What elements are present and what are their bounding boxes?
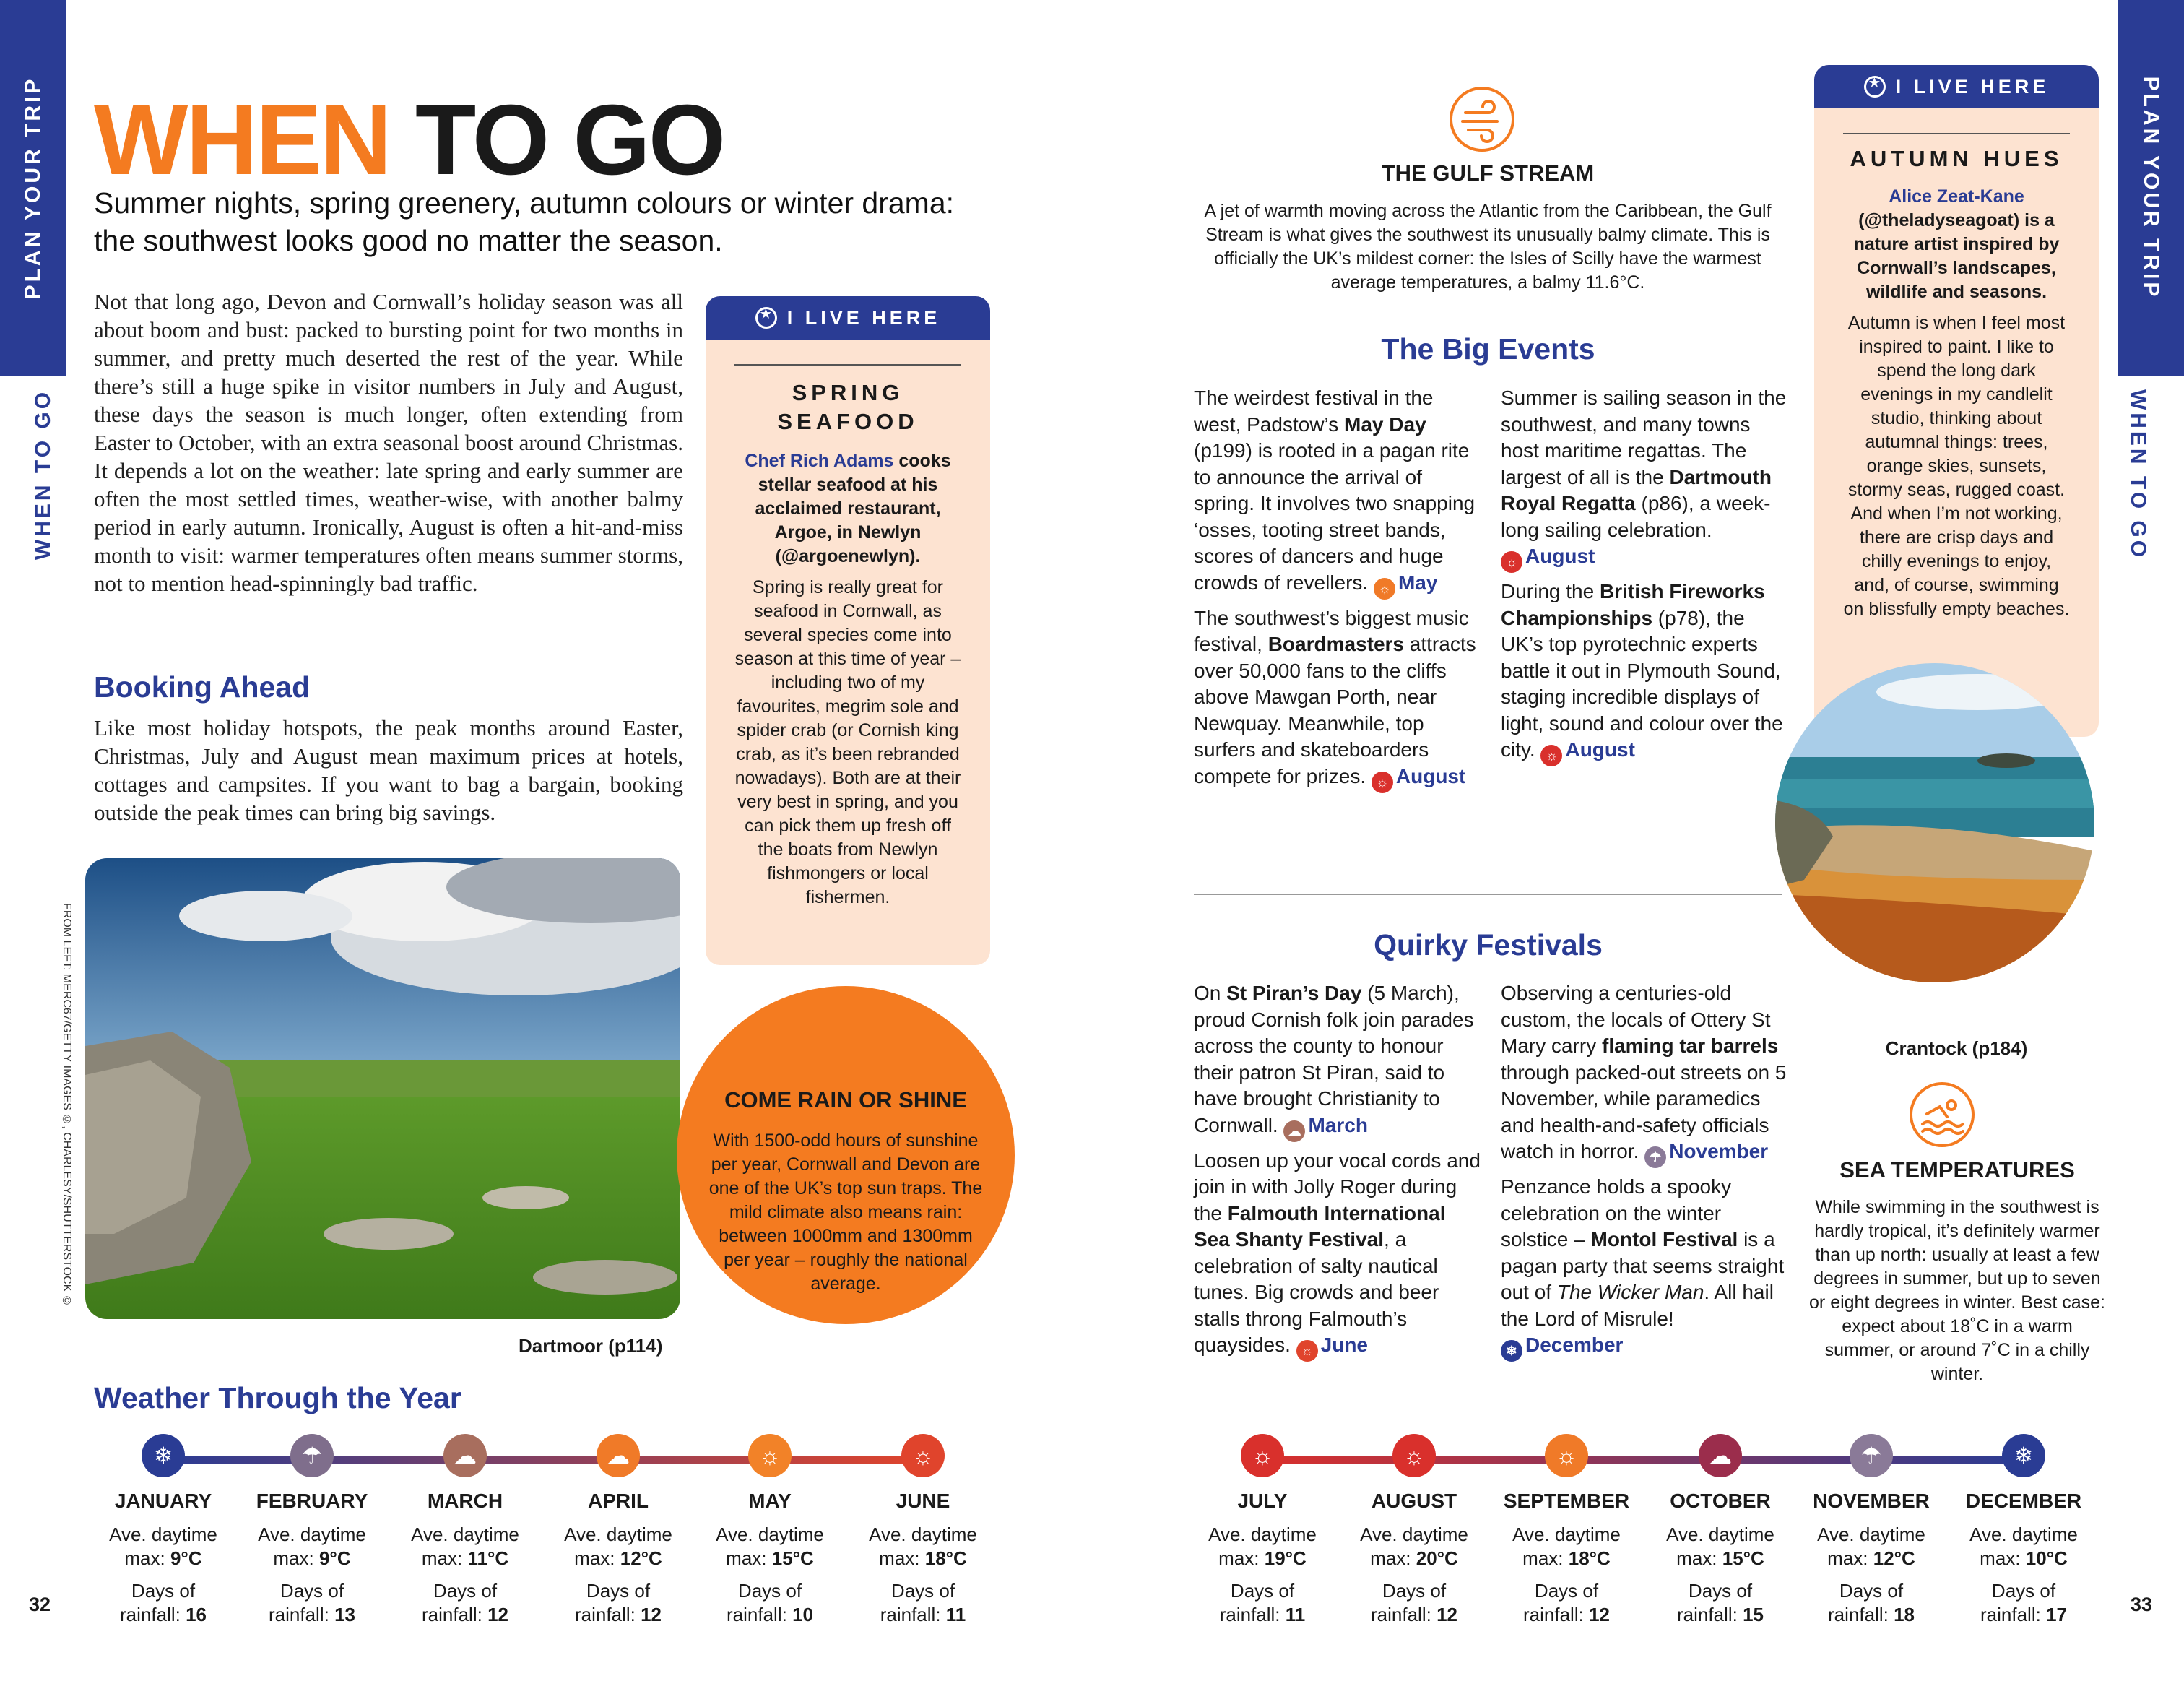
weather-month	[389, 1490, 541, 1627]
weather-month	[1187, 1490, 1338, 1627]
festival-montol: Penzance holds a spooky celebration on the winter solstice – Montol Festival is a pagan party that seems straight out of The Wicker Man. All hail the Lord of Misrule! ❄ December	[1501, 1174, 1790, 1362]
card-body: Autumn is when I feel most inspired to paint. I like to spend the long dark evenings in my candlelit studio, thinking about autumnal things: trees, orange skies, sunsets, stormy seas, rugged coast. And when I’m not working, there are crisp days and chilly evenings to enjoy, and, of course, swimming on blissfully empty beaches.	[1843, 313, 2070, 619]
sea-temps-title: SEA TEMPERATURES	[1840, 1157, 2075, 1183]
gulf-title: THE GULF STREAM	[1381, 160, 1595, 186]
rain-value: rainfall: 15	[1677, 1604, 1764, 1625]
sun-cloud-icon: ☁	[597, 1434, 640, 1477]
section-divider	[1194, 894, 1782, 895]
temp-label: Ave. daytime	[564, 1524, 672, 1545]
month-name: APRIL	[588, 1490, 649, 1512]
month-name: JANUARY	[114, 1490, 212, 1512]
month-name: DECEMBER	[1965, 1490, 2082, 1512]
temp-label: Ave. daytime	[1208, 1524, 1317, 1545]
festival-sea-shanty: Loosen up your vocal cords and join in with Jolly Roger during the Falmouth International Sea Shanty Festival, a celebration of salty nautical tunes. Big crowds and beer stalls throng Falmouth’s quaysides. ☼ June	[1194, 1148, 1483, 1362]
gulf-text: A jet of warmth moving across the Atlantic from the Caribbean, the Gulf Stream is what gives the southwest its unusually balmy climate. This is officially the UK’s mildest corner: the Isles of Scilly have the warmest average temperatures, a balmy 11.6°C.	[1204, 201, 1772, 293]
rain-value: rainfall: 12	[575, 1604, 662, 1625]
sun-cloud-icon: ☁	[1283, 1120, 1305, 1142]
rain-label: Days of	[131, 1580, 196, 1602]
crantock-photo	[1775, 663, 2094, 982]
autumn-hues-card	[1814, 65, 2099, 737]
temp-label: Ave. daytime	[1817, 1524, 1925, 1545]
intro-text: Summer nights, spring greenery, autumn colours or winter drama: the southwest looks good no matter the season.	[94, 186, 955, 257]
big-events-col-1	[1194, 385, 1483, 793]
rain-cloud-icon: ☂	[290, 1434, 334, 1477]
page-number-right: 33	[2131, 1594, 2153, 1615]
big-events-col-2	[1501, 385, 1790, 766]
temp-label: Ave. daytime	[1970, 1524, 2078, 1545]
temp-value: max: 12°C	[1827, 1547, 1915, 1569]
temp-label: Ave. daytime	[109, 1524, 217, 1545]
rain-label: Days of	[433, 1580, 498, 1602]
quirky-col-2	[1501, 980, 1790, 1362]
rain-value: rainfall: 18	[1828, 1604, 1915, 1625]
sun-cloud-icon: ☁	[1699, 1434, 1742, 1477]
weather-month	[236, 1490, 388, 1627]
sun-icon: ☼	[901, 1434, 945, 1477]
side-section-label: WHEN TO GO	[2126, 389, 2150, 561]
rain-label: Days of	[1688, 1580, 1753, 1602]
event-fireworks: During the British Fireworks Championships (p78), the UK’s top pyrotechnic experts battle it out in Plymouth Sound, staging incredible displays of light, sound and colour over the city. ☼ August	[1501, 579, 1790, 766]
weather-heading: Weather Through the Year	[94, 1381, 462, 1414]
sea-temps-text: While swimming in the southwest is hardly tropical, it’s definitely warmer than up north: usually at least a few degrees in summer, but up to seven or eight degrees in winter. Best case: expect about 18˚C in a warm summer, or around 7˚C in a chilly winter.	[1809, 1197, 2105, 1384]
month-name: AUGUST	[1371, 1490, 1457, 1512]
sun-icon: ☼	[748, 1434, 792, 1477]
temp-value: max: 20°C	[1370, 1547, 1458, 1569]
weather-month	[542, 1490, 694, 1627]
temp-value: max: 18°C	[879, 1547, 967, 1569]
rain-label: Days of	[1382, 1580, 1447, 1602]
big-events-heading: The Big Events	[1381, 332, 1595, 366]
month-name: MAY	[748, 1490, 792, 1512]
rain-value: rainfall: 10	[727, 1604, 813, 1625]
temp-label: Ave. daytime	[258, 1524, 366, 1545]
snowflake-icon: ❄	[2002, 1434, 2045, 1477]
temp-value: max: 11°C	[421, 1547, 509, 1569]
rain-value: rainfall: 12	[422, 1604, 508, 1625]
card-heading: AUTUMN HUES	[1850, 146, 2063, 171]
intro-paragraph: Not that long ago, Devon and Cornwall’s holiday season was all about boom and bust: packed to bursting point for two months in summer, and pretty much deserted the rest of the year. While there’s still a huge spike in visitor numbers in July and August, these days the season is much longer, often extending from Easter to October, with an extra seasonal boost around Christmas. It depends a lot on the weather: late spring and early summer are often the most settled times, weather-wise, with another balmy period in early autumn. Ironically, August is often a hit-and-miss month to visit: warmer temperatures often means summer storms, not to mention head-spinningly bad traffic.	[94, 289, 683, 596]
rain-cloud-icon: ☂	[1850, 1434, 1893, 1477]
rain-value: rainfall: 13	[269, 1604, 355, 1625]
rain-label: Days of	[1839, 1580, 1904, 1602]
temp-label: Ave. daytime	[1666, 1524, 1774, 1545]
side-section-label: WHEN TO GO	[31, 389, 55, 561]
temp-value: max: 9°C	[273, 1547, 351, 1569]
swimming-icon	[1910, 1082, 1975, 1147]
card-header: ★ I LIVE HERE	[706, 296, 990, 340]
rain-label: Days of	[280, 1580, 344, 1602]
rain-label: Days of	[1991, 1580, 2056, 1602]
card-heading: SPRING SEAFOOD	[777, 380, 919, 434]
weather-month	[1644, 1490, 1796, 1627]
month-name: MARCH	[427, 1490, 503, 1512]
rain-value: rainfall: 11	[1219, 1604, 1306, 1625]
rain-value: rainfall: 16	[120, 1604, 207, 1625]
temp-value: max: 18°C	[1522, 1547, 1611, 1569]
side-tab-label: PLAN YOUR TRIP	[2139, 76, 2163, 300]
dartmoor-caption: Dartmoor (p114)	[519, 1335, 663, 1357]
temp-label: Ave. daytime	[716, 1524, 824, 1545]
crantock-caption: Crantock (p184)	[1885, 1037, 2028, 1059]
rain-value: rainfall: 12	[1371, 1604, 1457, 1625]
snowflake-icon: ❄	[142, 1434, 185, 1477]
sun-icon: ☼	[1545, 1434, 1588, 1477]
card-author: Chef Rich Adams cooks stellar seafood at his acclaimed restaurant, Argoe, in Newlyn (@argoenewlyn).	[745, 451, 951, 566]
month-name: SEPTEMBER	[1503, 1490, 1630, 1512]
card-header: ★ I LIVE HERE	[1814, 65, 2099, 108]
rain-or-shine-panel	[677, 986, 1015, 1324]
rain-label: Days of	[1534, 1580, 1599, 1602]
temp-label: Ave. daytime	[1512, 1524, 1621, 1545]
temp-label: Ave. daytime	[411, 1524, 519, 1545]
temp-label: Ave. daytime	[1360, 1524, 1468, 1545]
page-number-left: 32	[29, 1594, 51, 1615]
sun-cloud-icon: ☁	[443, 1434, 487, 1477]
sun-icon: ☼	[1374, 578, 1395, 600]
panel-title: COME RAIN OR SHINE	[724, 1087, 967, 1112]
pin-icon	[1864, 76, 1886, 98]
page-title: WHEN TO GO	[94, 85, 724, 196]
month-name: JUNE	[896, 1490, 950, 1512]
temp-value: max: 15°C	[726, 1547, 814, 1569]
month-name: JULY	[1237, 1490, 1288, 1512]
festival-st-pirans: On St Piran’s Day (5 March), proud Cornish folk join parades across the county to honour their patron St Piran, said to have brought Christianity to Cornwall. ☁ March	[1194, 980, 1483, 1142]
temp-value: max: 9°C	[124, 1547, 202, 1569]
rain-value: rainfall: 12	[1523, 1604, 1610, 1625]
rain-label: Days of	[737, 1580, 802, 1602]
pin-icon	[755, 307, 777, 329]
card-body: Spring is really great for seafood in Cornwall, as several species come into season at this time of year – including two of my favourites, megrim sole and spider crab (or Cornish king crab, as it’s been rebranded nowadays). Both are at their very best in spring, and you can pick them up fresh off the boats from Newlyn fishmongers or local fishermen.	[734, 577, 961, 907]
event-boardmasters: The southwest’s biggest music festival, Boardmasters attracts over 50,000 fans to the cliffs above Mawgan Porth, near Newquay. Meanwhile, top surfers and skateboarders compete for prizes. ☼ August	[1194, 605, 1483, 793]
weather-month	[1795, 1490, 1947, 1627]
sun-icon: ☼	[1296, 1340, 1318, 1362]
weather-month	[847, 1490, 999, 1627]
rain-cloud-icon: ☂	[1644, 1146, 1666, 1168]
temp-label: Ave. daytime	[869, 1524, 977, 1545]
temp-value: max: 19°C	[1218, 1547, 1306, 1569]
timeline-bar-left	[163, 1456, 923, 1464]
temp-value: max: 10°C	[1980, 1547, 2068, 1569]
sun-icon: ☼	[1540, 745, 1562, 766]
rain-label: Days of	[586, 1580, 651, 1602]
panel-text: With 1500-odd hours of sunshine per year, Cornwall and Devon are one of the UK’s top sun traps. The mild climate also means rain: between 1000mm and 1300mm per year – roughly the national average.	[708, 1131, 983, 1294]
month-name: FEBRUARY	[256, 1490, 368, 1512]
festival-tar-barrels: Observing a centuries-old custom, the locals of Ottery St Mary carry flaming tar barrels through packed-out streets on 5 November, while paramedics and health-and-safety officials watch in horror. ☂ November	[1501, 980, 1790, 1168]
rain-value: rainfall: 11	[880, 1604, 966, 1625]
booking-paragraph: Like most holiday hotspots, the peak months around Easter, Christmas, July and August mean maximum prices at hotels, cottages and campsites. If you want to bag a bargain, booking outside the peak times can bring big savings.	[94, 715, 683, 825]
quirky-col-1	[1194, 980, 1483, 1362]
booking-heading: Booking Ahead	[94, 670, 311, 704]
sun-icon: ☼	[1392, 1434, 1436, 1477]
photo-credit: FROM LEFT: MERC67/GETTY IMAGES ©, CHARLESY/SHUTTERSTOCK ©	[61, 903, 73, 1308]
weather-month	[1338, 1490, 1490, 1627]
rain-label: Days of	[1230, 1580, 1295, 1602]
weather-month	[87, 1490, 239, 1627]
dartmoor-photo	[85, 858, 680, 1319]
side-tab-label: PLAN YOUR TRIP	[21, 76, 45, 300]
spring-seafood-card	[706, 296, 990, 965]
temp-value: max: 12°C	[574, 1547, 662, 1569]
temp-value: max: 15°C	[1676, 1547, 1764, 1569]
sun-icon: ☼	[1501, 551, 1522, 573]
weather-month	[694, 1490, 846, 1627]
divider	[734, 364, 961, 366]
sun-icon: ☼	[1372, 772, 1393, 793]
timeline-bar-right	[1262, 1456, 2024, 1464]
event-dartmouth-regatta: Summer is sailing season in the southwest, and many towns host maritime regattas. The largest of all is the Dartmouth Royal Regatta (p86), a week-long sailing celebration. ☼ August	[1501, 385, 1790, 573]
quirky-heading: Quirky Festivals	[1374, 928, 1603, 962]
weather-month	[1491, 1490, 1642, 1627]
rain-label: Days of	[890, 1580, 956, 1602]
rain-value: rainfall: 17	[1980, 1604, 2067, 1625]
card-author: Alice Zeat-Kane (@theladyseagoat) is a nature artist inspired by Cornwall’s landscapes, wildlife and seasons.	[1853, 186, 2060, 302]
weather-month	[1948, 1490, 2100, 1627]
month-name: OCTOBER	[1670, 1490, 1771, 1512]
wind-icon	[1450, 87, 1514, 152]
divider	[1843, 133, 2070, 134]
event-may-day: The weirdest festival in the west, Padstow’s May Day (p199) is rooted in a pagan rite to announce the arrival of spring. It involves two snapping ‘osses, tooting street bands, scores of dancers and huge crowds of revellers. ☼ May	[1194, 385, 1483, 600]
sun-icon: ☼	[1241, 1434, 1284, 1477]
snowflake-icon: ❄	[1501, 1340, 1522, 1362]
month-name: NOVEMBER	[1813, 1490, 1930, 1512]
